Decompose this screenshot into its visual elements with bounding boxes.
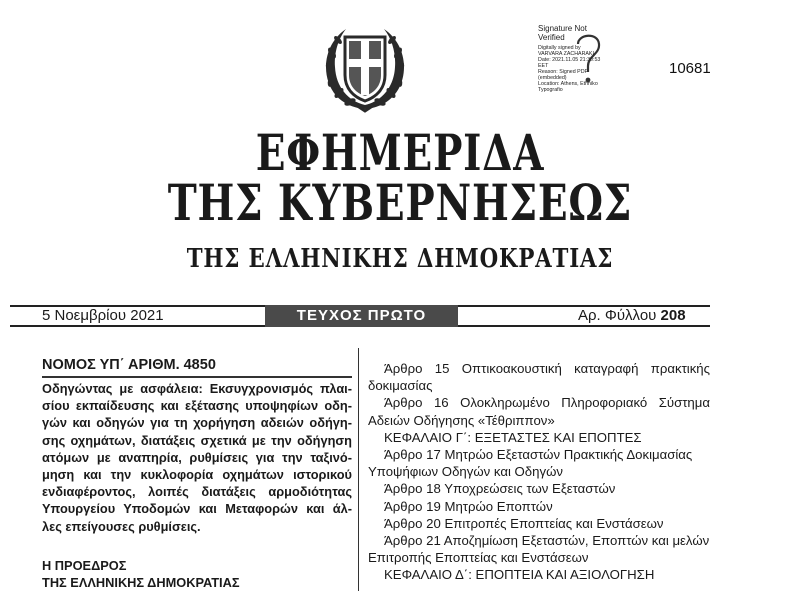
signature-status-line2: Verified xyxy=(538,33,565,42)
digital-signature-stamp xyxy=(538,24,638,96)
law-subject xyxy=(42,380,352,535)
sheet-number-label: Αρ. Φύλλου xyxy=(578,307,657,324)
law-subject-line: μηση και την κυκλοφορία οχημάτων ιστορικού xyxy=(42,467,352,483)
law-subject-line: λες επείγουσες ρυθμίσεις. xyxy=(42,518,201,534)
law-subject-line: σίου εκπαίδευσης και εξέτασης υποψηφίων οδη- xyxy=(42,398,352,414)
law-title-rule xyxy=(42,376,352,378)
masthead-title-line2: ΤΗΣ ΚΥΒΕΡΝΗΣΕΩΣ xyxy=(167,173,633,232)
signature-detail: Digitally signed by xyxy=(538,45,581,51)
masthead-title-line1: ΕΦΗΜΕΡΙΔΑ xyxy=(255,123,545,182)
issue-series-label: ΤΕΥΧΟΣ ΠΡΩΤΟ xyxy=(265,305,458,327)
toc-line: Άρθρο 20 Επιτροπές Εποπτείας και Ενστάσεων xyxy=(384,515,664,531)
president-line: ΤΗΣ ΕΛΛΗΝΙΚΗΣ ΔΗΜΟΚΡΑΤΙΑΣ xyxy=(42,575,240,590)
law-title: ΝΟΜΟΣ ΥΠ΄ ΑΡΙΘΜ. 4850 xyxy=(42,357,216,373)
president-heading xyxy=(42,557,240,591)
toc-line: Άρθρο 18 Υποχρεώσεις των Εξεταστών xyxy=(384,481,616,497)
signature-detail: (embedded) xyxy=(538,75,567,81)
signature-detail: VARVARA ZACHARAKI xyxy=(538,51,594,57)
law-subject-line: Οδηγώντας με ασφάλεια: Εκσυγχρονισμός πλαι- xyxy=(42,381,352,396)
president-line: Η ΠΡΟΕΔΡΟΣ xyxy=(42,558,127,573)
table-of-contents xyxy=(368,360,710,584)
issue-number: 10681 xyxy=(669,60,711,77)
law-subject-line: σης οχημάτων, διατάξεις σχετικά με την οδήγηση xyxy=(42,432,352,448)
toc-line: Άρθρο 17 Μητρώο Εξεταστών Πρακτικής Δοκιμασίας xyxy=(384,447,693,463)
coat-of-arms-emblem xyxy=(318,23,412,115)
signature-detail: Typografio xyxy=(538,87,563,93)
signature-detail: Date: 2021.11.05 21:30:53 xyxy=(538,57,601,63)
toc-line: Αδειών Οδήγησης «Τέθριππον» xyxy=(368,412,555,428)
toc-line: δοκιμασίας xyxy=(368,378,433,394)
law-subject-line: ενδιαφέροντος, λοιπές διατάξεις αρμοδιότητας xyxy=(42,484,352,500)
toc-line: Άρθρο 19 Μητρώο Εποπτών xyxy=(384,498,553,514)
toc-line: Άρθρο 16 Ολοκληρωμένο Πληροφοριακό Σύστημα xyxy=(384,395,710,411)
toc-chapter-line: ΚΕΦΑΛΑΙΟ Γ΄: ΕΞΕΤΑΣΤΕΣ ΚΑΙ ΕΠΟΠΤΕΣ xyxy=(384,429,642,445)
toc-line: Επιτροπής Εποπτείας και Ενστάσεων xyxy=(368,550,589,566)
toc-line: Άρθρο 21 Αποζημίωση Εξεταστών, Εποπτών και μελών xyxy=(384,533,710,549)
signature-detail: Reason: Signed PDF xyxy=(538,69,588,75)
masthead-subtitle: ΤΗΣ ΕΛΛΗΝΙΚΗΣ ΔΗΜΟΚΡΑΤΙΑΣ xyxy=(186,244,614,274)
toc-chapter-line: ΚΕΦΑΛΑΙΟ Δ΄: ΕΠΟΠΤΕΙΑ ΚΑΙ ΑΞΙΟΛΟΓΗΣΗ xyxy=(384,567,655,583)
signature-detail: Location: Athens, Ethniko xyxy=(538,81,598,87)
sheet-number xyxy=(578,307,686,324)
signature-detail: EET xyxy=(538,63,549,69)
law-subject-line: Υπουργείου Υποδομών και Μεταφορών και άλ- xyxy=(42,501,352,517)
law-subject-line: ατόμων με αναπηρία, ρυθμίσεις για την ταξινό- xyxy=(42,449,352,465)
law-subject-line: γών και οδηγών για τη χορήγηση αδειών οδήγη- xyxy=(42,415,352,431)
signature-status-line1: Signature Not xyxy=(538,24,587,33)
toc-line: Υποψήφιων Οδηγών και Οδηγών xyxy=(368,464,563,480)
issue-date: 5 Νοεμβρίου 2021 xyxy=(42,307,164,324)
toc-line: Άρθρο 15 Οπτικοακουστική καταγραφή πρακτικής xyxy=(384,361,710,376)
column-divider xyxy=(358,348,359,591)
sheet-number-value: 208 xyxy=(660,307,686,324)
